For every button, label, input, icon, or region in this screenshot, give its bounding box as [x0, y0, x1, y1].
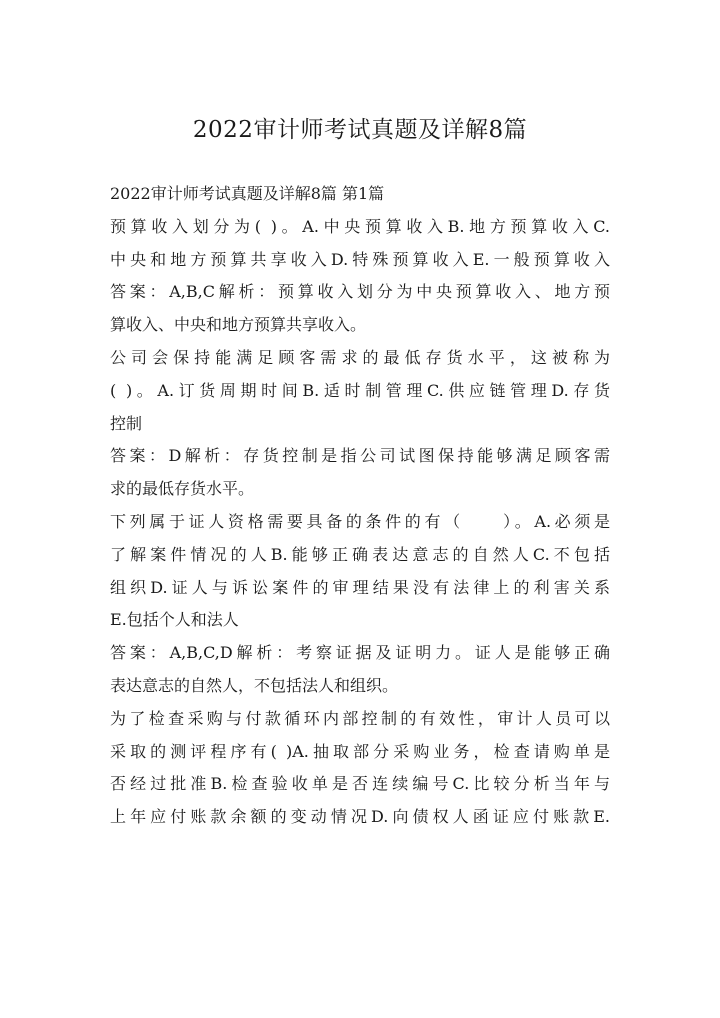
- question-4-line-3: 否经过批准B.检查验收单是否连续编号C.比较分析当年与: [110, 774, 610, 794]
- answer-3-line-2: 表达意志的自然人，不包括法人和组织。: [110, 675, 399, 695]
- answer-1-line-1: 答案：A,B,C解析：预算收入划分为中央预算收入、地方预: [110, 282, 610, 302]
- question-3-line-4: E.包括个人和法人: [110, 610, 239, 630]
- answer-1-line-2: 算收入、中央和地方预算共享收入。: [110, 315, 367, 335]
- question-3-line-3: 组织D.证人与诉讼案件的审理结果没有法律上的利害关系: [110, 577, 610, 597]
- answer-3-line-1: 答案：A,B,C,D解析：考察证据及证明力。证人是能够正确: [110, 643, 610, 663]
- question-3-line-1: 下列属于证人资格需要具备的条件的有（ ）。A.必须是: [110, 511, 610, 531]
- question-2-line-2: ( )。A.订货周期时间B.适时制管理C.供应链管理D.存货: [110, 380, 610, 400]
- document-body: [110, 178, 610, 834]
- answer-2-line-2: 求的最低存货水平。: [110, 479, 255, 499]
- question-4-line-1: 为了检查采购与付款循环内部控制的有效性，审计人员可以: [110, 708, 610, 728]
- question-4-line-2: 采取的测评程序有( )A.抽取部分采购业务，检查请购单是: [110, 741, 610, 761]
- section-heading: 2022审计师考试真题及详解8篇 第1篇: [110, 184, 385, 203]
- question-1-line-1: 预算收入划分为( )。A.中央预算收入B.地方预算收入C.: [110, 216, 610, 236]
- question-2-line-3: 控制: [110, 413, 143, 433]
- answer-2-line-1: 答案：D解析：存货控制是指公司试图保持能够满足顾客需: [110, 446, 610, 466]
- question-1-line-2: 中央和地方预算共享收入D.特殊预算收入E.一般预算收入: [110, 249, 610, 269]
- document-title: 2022审计师考试真题及详解8篇: [192, 117, 528, 143]
- question-4-line-4: 上年应付账款余额的变动情况D.向债权人函证应付账款E.: [110, 807, 610, 827]
- question-3-line-2: 了解案件情况的人B.能够正确表达意志的自然人C.不包括: [110, 544, 610, 564]
- question-2-line-1: 公司会保持能满足顾客需求的最低存货水平，这被称为: [110, 347, 610, 367]
